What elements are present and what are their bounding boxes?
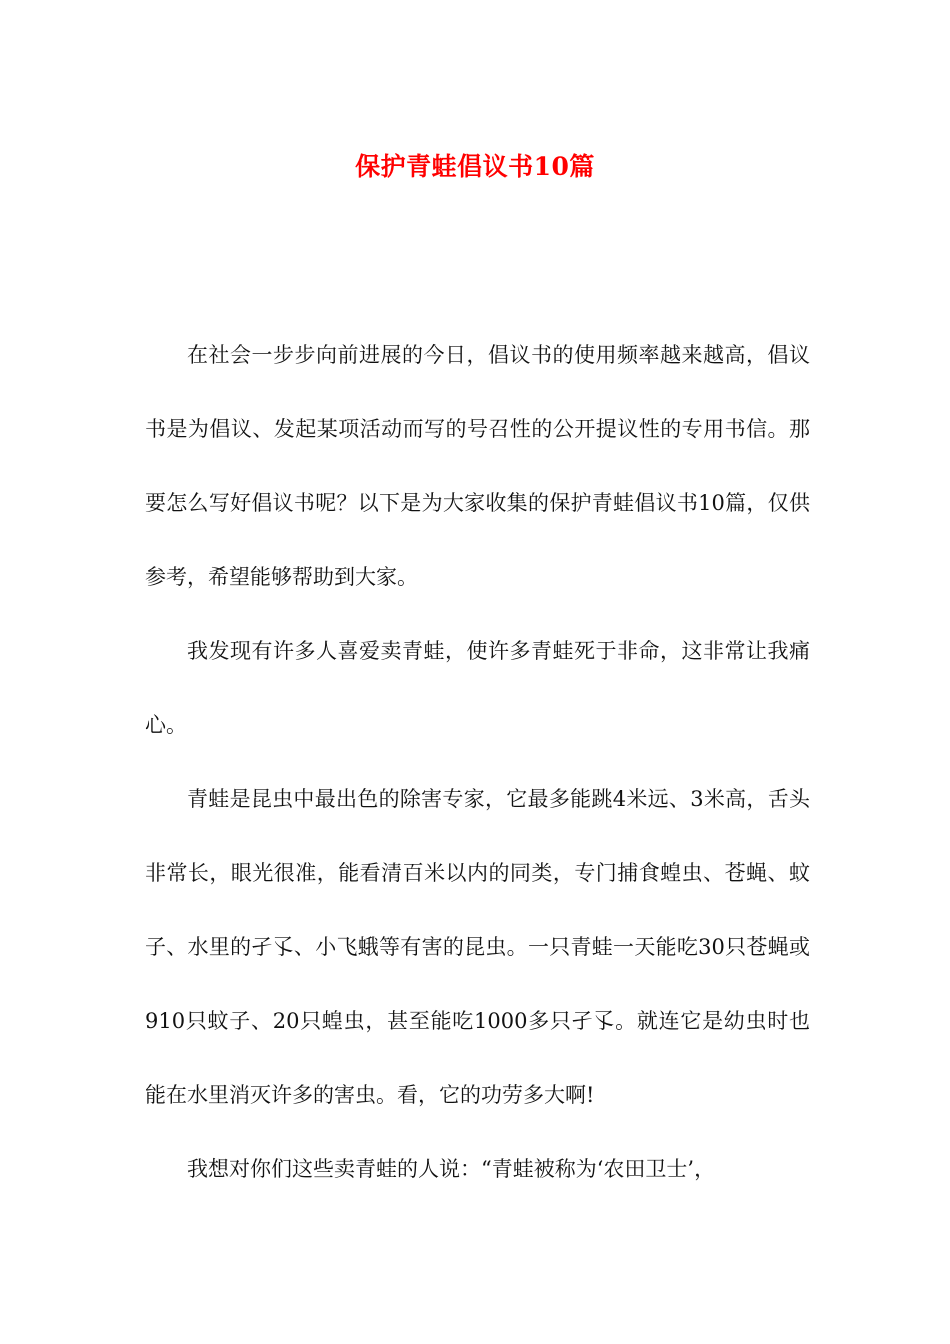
document-title: 保护青蛙倡议书10篇 xyxy=(355,151,595,181)
paragraph-frog-facts: 青蛙是昆虫中最出色的除害专家，它最多能跳4米远、3米高，舌头非常长，眼光很准，能看清百米以内的同类，专门捕食蝗虫、苍蝇、蚊子、水里的孑孓、小飞蛾等有害的昆虫。一只青蛙一天能吃30只苍蝇或910只蚊子、20只蝗虫，甚至能吃1000多只孑孓。就连它是幼虫时也能在水里消灭许多的害虫。看，它的功劳多大啊! xyxy=(145,787,810,1107)
paragraph-observation: 我发现有许多人喜爱卖青蛙，使许多青蛙死于非命，这非常让我痛心。 xyxy=(145,639,810,737)
paragraph-intro: 在社会一步步向前进展的今日，倡议书的使用频率越来越高，倡议书是为倡议、发起某项活动而写的号召性的公开提议性的专用书信。那要怎么写好倡议书呢？以下是为大家收集的保护青蛙倡议书10篇，仅供参考，希望能够帮助到大家。 xyxy=(145,343,810,589)
document-body xyxy=(145,318,810,1206)
paragraph-appeal: 我想对你们这些卖青蛙的人说：“青蛙被称为‘农田卫士’， xyxy=(187,1157,716,1181)
